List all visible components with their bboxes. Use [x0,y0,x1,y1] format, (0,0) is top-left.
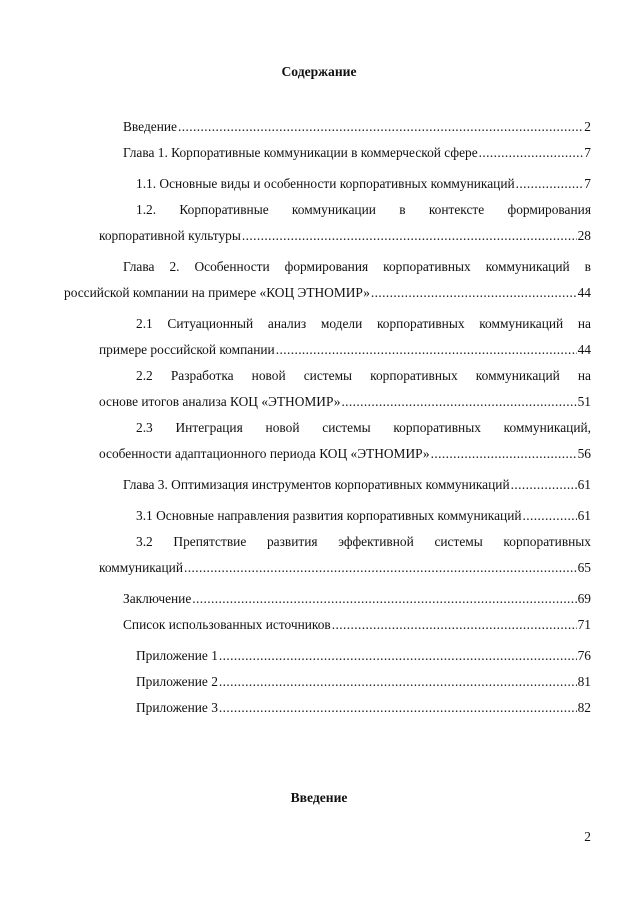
toc-entry-page: 7 [584,145,591,160]
toc-entry-section-1-1 [136,176,591,192]
toc-entry-page: 81 [577,674,591,689]
dot-leader [219,700,577,716]
toc-entry-page: 56 [577,446,591,461]
toc-entry-chapter-2-line1: Глава 2. Особенности формирования корпоративных коммуникаций в [123,259,591,274]
toc-entry-chapter-2 [64,285,591,301]
toc-entry-section-2-1 [99,342,591,358]
toc-entry-section-1-2-line1: 1.2. Корпоративные коммуникации в контексте формирования [136,202,591,217]
toc-entry-text: Список использованных источников [123,617,331,632]
toc-entry-appendix-3 [136,700,591,716]
toc-entry-chapter-1 [123,145,591,161]
toc-entry-section-3-2-line1: 3.2 Препятствие развития эффективной системы корпоративных [136,534,591,549]
dot-leader [178,119,583,135]
dot-leader [184,560,577,576]
toc-entry-page: 71 [577,617,591,632]
toc-entry-text: Глава 1. Корпоративные коммуникации в коммерческой сфере [123,145,478,160]
toc-entry-text: корпоративной культуры [99,228,241,243]
dot-leader [479,145,584,161]
toc-entry-section-2-3 [99,446,591,462]
dot-leader [242,228,577,244]
toc-entry-text: Введение [123,119,177,134]
dot-leader [371,285,577,301]
toc-entry-page: 44 [577,285,591,300]
toc-entry-text: коммуникаций [99,560,183,575]
toc-entry-text: Приложение 2 [136,674,218,689]
dot-leader [431,446,577,462]
toc-entry-text: российской компании на примере «КОЦ ЭТНОМИР» [64,285,370,300]
dot-leader [516,176,584,192]
toc-entry-text: Приложение 3 [136,700,218,715]
toc-entry-page: 7 [584,176,591,191]
section-title: Введение [290,790,348,805]
toc-entry-section-3-1 [136,508,591,524]
toc-entry-page: 44 [577,342,591,357]
toc-entry-sources [123,617,591,633]
toc-entry-text: Приложение 1 [136,648,218,663]
toc-entry-page: 69 [577,591,591,606]
toc-entry-page: 2 [584,119,591,134]
toc-entry-page: 61 [577,477,591,492]
toc-entry-text: 1.1. Основные виды и особенности корпоративных коммуникаций [136,176,515,191]
dot-leader [523,508,577,524]
toc-entry-text: примере российской компании [99,342,275,357]
toc-entry-text: основе итогов анализа КОЦ «ЭТНОМИР» [99,394,341,409]
toc-entry-chapter-3 [123,477,591,493]
toc-entry-section-2-2 [99,394,591,410]
toc-entry-section-2-1-line1: 2.1 Ситуационный анализ модели корпоративных коммуникаций на [136,316,591,331]
dot-leader [511,477,577,493]
toc-entry-page: 51 [577,394,591,409]
toc-entry-page: 61 [577,508,591,523]
toc-entry-section-3-2 [99,560,591,576]
page-number: 2 [584,829,591,844]
toc-entry-section-1-2 [99,228,591,244]
toc-entry-appendix-1 [136,648,591,664]
dot-leader [276,342,577,358]
dot-leader [219,648,577,664]
toc-entry-text: 3.1 Основные направления развития корпоративных коммуникаций [136,508,522,523]
toc-entry-text: особенности адаптационного периода КОЦ «ЭТНОМИР» [99,446,430,461]
toc-entry-intro [123,119,591,135]
toc-entry-page: 76 [577,648,591,663]
toc-entry-text: Глава 3. Оптимизация инструментов корпоративных коммуникаций [123,477,510,492]
toc-entry-page: 28 [577,228,591,243]
toc-entry-text: Заключение [123,591,192,606]
toc-entry-appendix-2 [136,674,591,690]
toc-entry-section-2-2-line1: 2.2 Разработка новой системы корпоративных коммуникаций на [136,368,591,383]
toc-entry-conclusion [123,591,591,607]
toc-entry-page: 65 [577,560,591,575]
dot-leader [219,674,577,690]
toc-entry-section-2-3-line1: 2.3 Интеграция новой системы корпоративных коммуникаций, [136,420,591,435]
dot-leader [341,394,576,410]
dot-leader [332,617,577,633]
page-title: Содержание [281,64,357,79]
dot-leader [192,591,576,607]
toc-entry-page: 82 [577,700,591,715]
